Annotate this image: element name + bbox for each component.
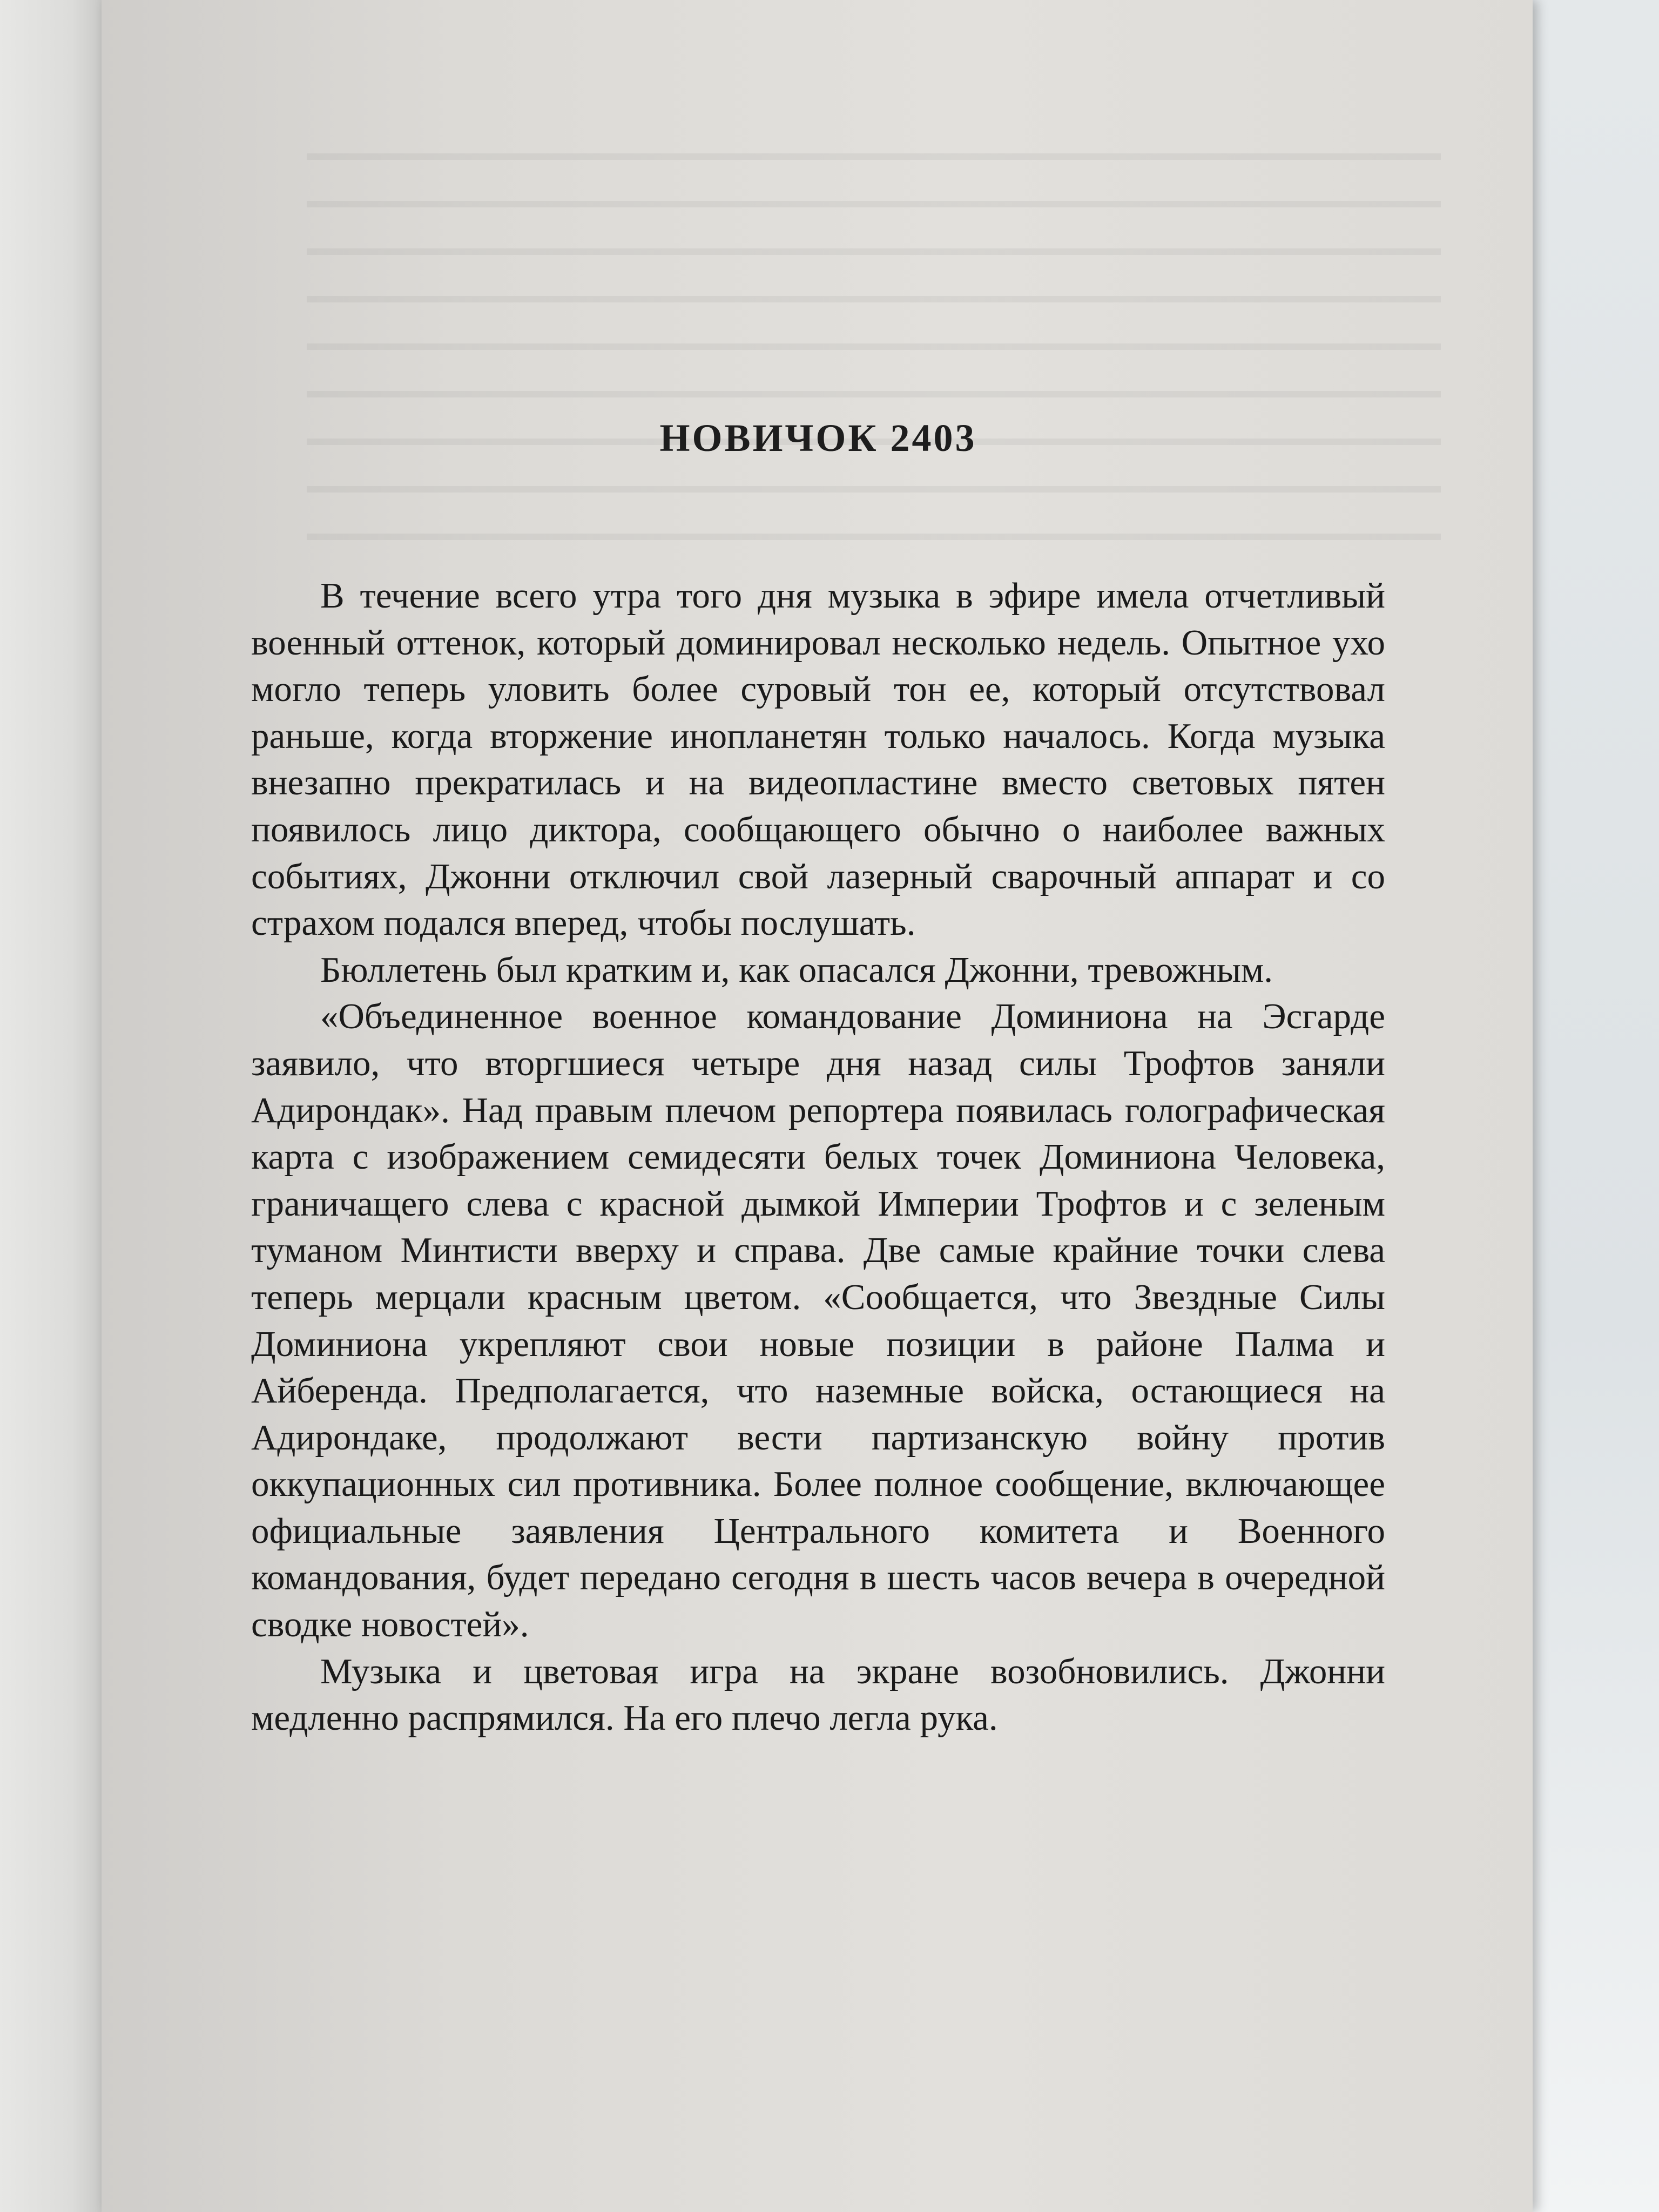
chapter-title: НОВИЧОК 2403 [659,416,977,460]
body-text [251,572,1385,1742]
paragraph: Музыка и цветовая игра на экране возобновились. Джонни медленно распрямился. На его плечо легла рука. [251,1651,1385,1738]
background-surface [1519,0,1659,2212]
facing-page [0,0,104,2212]
bleed-through-text [307,124,1441,567]
paragraph: «Объединенное военное командование Доминиона на Эсгарде заявило, что вторгшиеся четыре дня назад силы Трофтов заняли Адирондак». Над правым плечом репортера появилась голографическая карта с изображением семидесяти белых точек Доминиона Человека, граничащего слева с красной дымкой Империи Трофтов и с зеленым туманом Минтисти вверху и справа. Две самые крайние точки слева теперь мерцали красным цветом. «Сообщается, что Звездные Силы Доминиона укрепляют свои новые позиции в районе Палма и Айберенда. Предполагается, что наземные войска, остающиеся на Адирондаке, продолжают вести партизанскую войну против оккупационных сил противника. Более полное сообщение, включающее официальные заявления Центрального комитета и Военного командования, будет передано сегодня в шесть часов вечера в очередной сводке новостей». [251,996,1385,1645]
paragraph: Бюллетень был кратким и, как опасался Джонни, тревожным. [320,949,1273,990]
paragraph: В течение всего утра того дня музыка в эфире имела отчетливый военный оттенок, который доминировал несколько недель. Опытное ухо могло теперь уловить более суровый тон ее, который отсутствовал раньше, когда вторжение инопланетян только началось. Когда музыка внезапно прекратилась и на видеопластине вместо световых пятен появилось лицо диктора, сообщающего обычно о наиболее важных событиях, Джонни отключил свой лазерный сварочный аппарат и со страхом подался вперед, чтобы послушать. [251,576,1385,943]
